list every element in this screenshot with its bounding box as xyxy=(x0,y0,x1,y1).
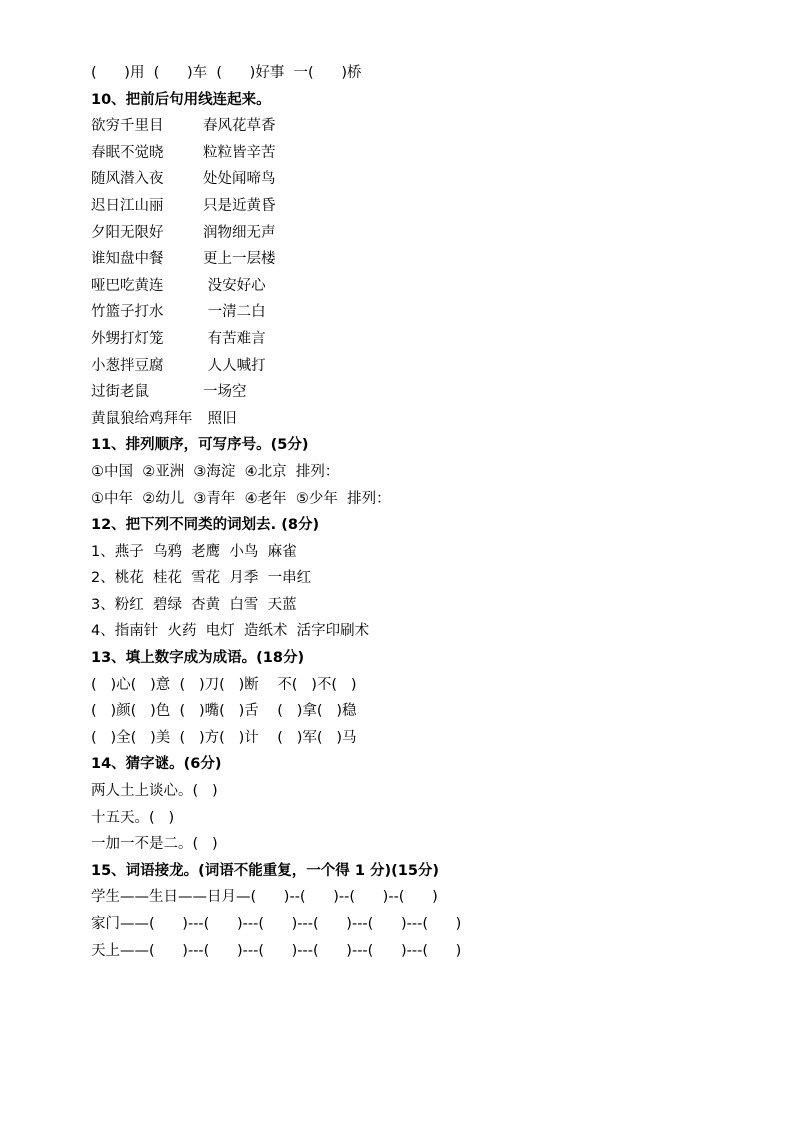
fill-blank-line: ( )用 ( )车 ( )好事 一( )桥 xyxy=(91,65,362,81)
question-11-heading: 11、排列顺序，可写序号。(5分) xyxy=(91,437,309,454)
pair-right: 润物细无声 xyxy=(203,224,276,241)
ordering-line: ①中国 ②亚洲 ③海淀 ④北京 排列： xyxy=(91,463,340,480)
pair-left: 夕阳无限好 xyxy=(91,224,164,241)
pair-right: 人人喊打 xyxy=(203,357,266,374)
matching-pair-row xyxy=(91,193,751,220)
pair-left: 随风潜入夜 xyxy=(91,171,164,188)
matching-pair-row xyxy=(91,379,751,406)
matching-pair-row xyxy=(91,140,751,167)
pair-right: 照旧 xyxy=(203,410,237,427)
pair-left: 竹篮子打水 xyxy=(91,304,164,321)
question-12-heading: 12、把下列不同类的词划去. (8分) xyxy=(91,517,320,534)
question-10-heading: 10、把前后句用线连起来。 xyxy=(91,91,271,108)
idiom-line: ( )颜( )色 ( )嘴( )舌 ( )拿( )稳 xyxy=(91,703,357,720)
question-13-heading: 13、填上数字成为成语。(18分) xyxy=(91,650,305,667)
word-group-line: 2、桃花 桂花 雪花 月季 一串红 xyxy=(91,570,312,587)
pair-right: 有苦难言 xyxy=(203,330,266,347)
worksheet-page xyxy=(91,60,751,964)
pair-left: 哑巴吃黄连 xyxy=(91,277,164,294)
pair-left: 黄鼠狼给鸡拜年 xyxy=(91,410,193,427)
matching-pair-row xyxy=(91,220,751,247)
word-group-line: 1、燕子 乌鸦 老鹰 小鸟 麻雀 xyxy=(91,543,297,560)
pair-right: 处处闻啼鸟 xyxy=(203,171,276,188)
matching-pair-row xyxy=(91,166,751,193)
pair-right: 只是近黄昏 xyxy=(203,197,276,214)
idiom-line: ( )全( )美 ( )方( )计 ( )军( )马 xyxy=(91,729,357,746)
pair-left: 外甥打灯笼 xyxy=(91,330,164,347)
matching-pair-row xyxy=(91,113,751,140)
matching-pair-row xyxy=(91,326,751,353)
matching-pairs xyxy=(91,113,751,432)
pair-left: 小葱拌豆腐 xyxy=(91,357,164,374)
word-chain-line: 家门——( )---( )---( )---( )---( )---( ) xyxy=(91,916,462,932)
pair-right: 更上一层楼 xyxy=(203,251,276,268)
pair-right: 粒粒皆辛苦 xyxy=(203,144,276,161)
pair-left: 谁知盘中餐 xyxy=(91,251,164,268)
word-chain-line: 天上——( )---( )---( )---( )---( )---( ) xyxy=(91,942,462,959)
matching-pair-row xyxy=(91,246,751,273)
pair-left: 迟日江山丽 xyxy=(91,197,164,214)
matching-pair-row xyxy=(91,299,751,326)
matching-pair-row xyxy=(91,353,751,380)
pair-left: 春眠不觉晓 xyxy=(91,144,164,161)
idiom-line: ( )心( )意 ( )刀( )断 不( )不( ) xyxy=(91,676,357,693)
pair-right: 春风花草香 xyxy=(203,118,276,135)
question-15-heading: 15、词语接龙。(词语不能重复，一个得 1 分)(15分) xyxy=(91,862,440,879)
pair-right: 一清二白 xyxy=(203,304,266,321)
pair-left: 欲穷千里目 xyxy=(91,118,164,135)
matching-pair-row xyxy=(91,406,751,433)
riddle-line: 一加一不是二。( ) xyxy=(91,836,218,853)
matching-pair-row xyxy=(91,273,751,300)
word-group-line: 4、指南针 火药 电灯 造纸术 活字印刷术 xyxy=(91,623,370,640)
ordering-line: ①中年 ②幼儿 ③青年 ④老年 ⑤少年 排列： xyxy=(91,490,391,507)
question-14-heading: 14、猜字谜。(6分) xyxy=(91,756,222,773)
riddle-line: 两人土上谈心。( ) xyxy=(91,783,218,800)
pair-right: 一场空 xyxy=(203,384,247,401)
word-chain-line: 学生——生日——日月—( )--( )--( )--( ) xyxy=(91,889,438,906)
pair-right: 没安好心 xyxy=(203,277,266,294)
riddle-line: 十五天。( ) xyxy=(91,809,175,826)
pair-left: 过街老鼠 xyxy=(91,384,149,401)
word-group-line: 3、粉红 碧绿 杏黄 白雪 天蓝 xyxy=(91,596,297,613)
